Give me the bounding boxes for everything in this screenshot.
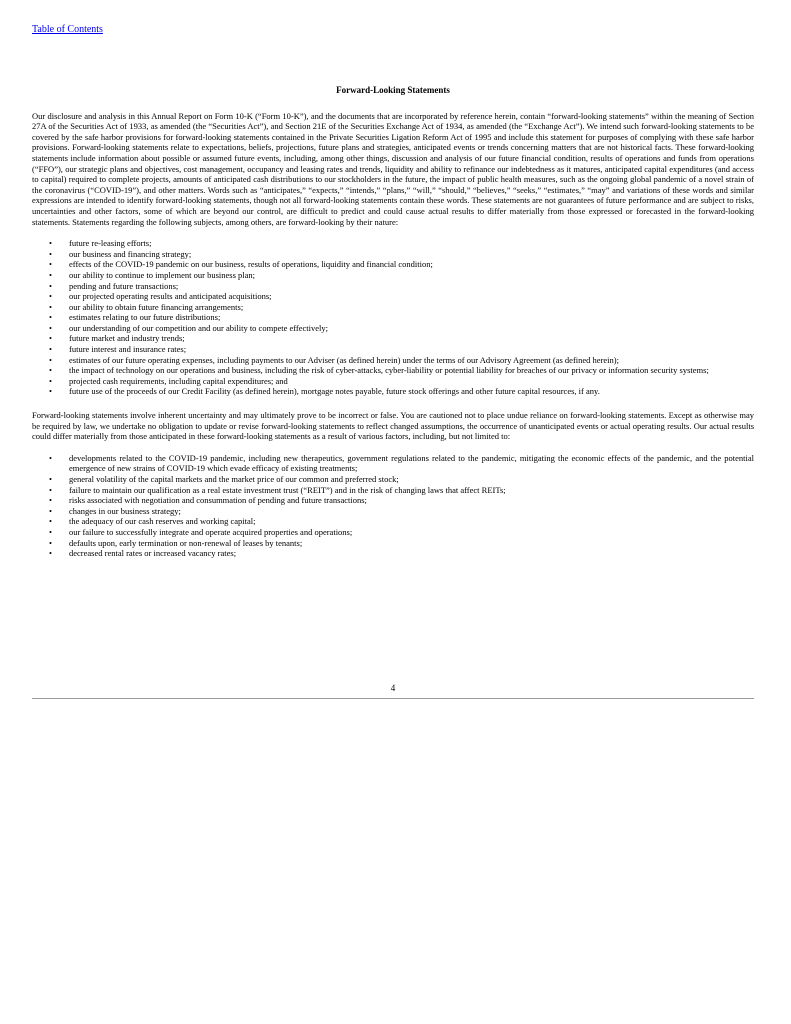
- list-item-text: risks associated with negotiation and consummation of pending and future transactions;: [69, 495, 367, 506]
- list-item: [32, 270, 754, 281]
- list-item-text: our projected operating results and anticipated acquisitions;: [69, 291, 272, 302]
- list-item: [32, 238, 754, 249]
- bullet-icon: •: [49, 269, 52, 280]
- page-number: 4: [390, 683, 396, 693]
- bullet-icon: •: [49, 312, 52, 323]
- list-item-text: defaults upon, early termination or non-renewal of leases by tenants;: [69, 537, 303, 548]
- list-item-text: estimates of our future operating expenses, including payments to our Adviser (as defined herein) under the terms of our Advisory Agreement (as defined herein);: [69, 354, 619, 365]
- list-item-text: our understanding of our competition and our ability to compete effectively;: [69, 322, 329, 333]
- list-item: [32, 506, 754, 517]
- bullet-icon: •: [49, 333, 52, 344]
- list-item: [32, 291, 754, 302]
- list-item: [32, 538, 754, 549]
- bullet-icon: •: [49, 259, 52, 270]
- bullet-icon: •: [49, 537, 52, 548]
- list-item-text: changes in our business strategy;: [69, 505, 181, 516]
- bullet-icon: •: [49, 354, 52, 365]
- bullet-icon: •: [49, 386, 52, 397]
- list-item: [32, 249, 754, 260]
- list-item: [32, 376, 754, 387]
- bullet-icon: •: [49, 248, 52, 259]
- bullet-icon: •: [49, 375, 52, 386]
- bullet-icon: •: [49, 238, 52, 249]
- list-item-text: future interest and insurance rates;: [69, 344, 187, 355]
- list-item-text: future re-leasing efforts;: [69, 238, 152, 249]
- list-item-text: our business and financing strategy;: [69, 248, 192, 259]
- list-item-text: effects of the COVID-19 pandemic on our business, results of operations, liquidity and financial condition;: [69, 259, 433, 270]
- list-item-text: our ability to obtain future financing arrangements;: [69, 301, 244, 312]
- list-item-text: our ability to continue to implement our business plan;: [69, 269, 256, 280]
- bullet-icon: •: [49, 452, 52, 463]
- bullet-icon: •: [49, 474, 52, 484]
- bullet-icon: •: [49, 484, 52, 495]
- list-item-text: developments related to the COVID-19 pandemic, including new therapeutics, government regulations related to the pandemic, mitigating the economic effects of the pandemic, and the potential emergence of new strains of COVID-19 which evade efficacy of existing treatments;: [69, 452, 754, 474]
- list-item: [32, 485, 754, 496]
- list-item-text: estimates relating to our future distributions;: [69, 312, 221, 323]
- list-item: [32, 548, 754, 559]
- list-item: [32, 386, 754, 397]
- list-item-text: the impact of technology on our operations and business, including the risk of cyber-attacks, cyber-liability or potential liability for breaches of our privacy or information security systems;: [69, 365, 709, 376]
- list-item: [32, 453, 754, 474]
- list-item: [32, 355, 754, 366]
- page-divider: [32, 698, 754, 699]
- list-item: [32, 344, 754, 355]
- list-item: [32, 516, 754, 527]
- list-item-text: decreased rental rates or increased vacancy rates;: [69, 548, 237, 559]
- forward-looking-subjects-list: [32, 238, 754, 397]
- list-item: [32, 281, 754, 292]
- list-item: [32, 365, 754, 376]
- list-item-text: failure to maintain our qualification as a real estate investment trust (“REIT”) and in the risk of changing laws that affect REITs;: [69, 484, 506, 495]
- list-item-text: future use of the proceeds of our Credit Facility (as defined herein), mortgage notes payable, future stock offerings and other future capital resources, if any.: [69, 386, 600, 397]
- bullet-icon: •: [49, 365, 52, 376]
- list-item-text: our failure to successfully integrate and operate acquired properties and operations;: [69, 526, 353, 537]
- bullet-icon: •: [49, 291, 52, 302]
- list-item: [32, 333, 754, 344]
- list-item: [32, 302, 754, 313]
- bullet-icon: •: [49, 505, 52, 516]
- list-item: [32, 495, 754, 506]
- risk-paragraph: Forward-looking statements involve inherent uncertainty and may ultimately prove to be incorrect or false. You are cautioned not to place undue reliance on forward-looking statements. Except as otherwise may be required by law, we undertake no obligation to update or revise forward-looking statements to reflect changed assumptions, the occurrence of unanticipated events or actual operating results. Our actual results could differ materially from those anticipated in these forward-looking statements as a result of various factors, including, but not limited to:: [32, 410, 754, 442]
- list-item-text: pending and future transactions;: [69, 280, 179, 291]
- table-of-contents-link[interactable]: Table of Contents: [32, 24, 103, 35]
- bullet-icon: •: [49, 516, 52, 527]
- bullet-icon: •: [49, 280, 52, 291]
- bullet-icon: •: [49, 548, 52, 559]
- list-item-text: future market and industry trends;: [69, 333, 185, 344]
- bullet-icon: •: [49, 301, 52, 312]
- list-item-text: general volatility of the capital markets and the market price of our common and preferred stock;: [69, 474, 399, 484]
- bullet-icon: •: [49, 495, 52, 506]
- risk-factors-list: [32, 453, 754, 559]
- section-heading: Forward-Looking Statements: [336, 85, 450, 95]
- intro-paragraph: Our disclosure and analysis in this Annual Report on Form 10-K (“Form 10-K”), and the documents that are incorporated by reference herein, contain “forward-looking statements” within the meaning of Section 27A of the Securities Act of 1933, as amended (the “Securities Act”), and Section 21E of the Securities Exchange Act of 1934, as amended (the “Exchange Act”). We intend such forward-looking statements to be covered by the safe harbor provisions for forward-looking statements contained in the Private Securities Ligation Reform Act of 1995 and include this statement for purposes of complying with these safe harbor provisions. Forward-looking statements relate to expectations, beliefs, projections, future plans and strategies, anticipated events or trends concerning matters that are not historical facts. These forward-looking statements include information about possible or assumed future events, including, among other things, discussion and analysis of our future financial condition, results of operations and funds from operations (“FFO”), our strategic plans and objectives, cost management, occupancy and leasing rates and trends, liquidity and ability to refinance our indebtedness as it matures, anticipated capital expenditures (and access to capital) required to complete projects, amounts of anticipated cash distributions to our stockholders in the future, the impact of public health measures, such as the ongoing global pandemic of a novel strain of the coronavirus (“COVID-19”), and other matters. Words such as “anticipates,” “expects,” “intends,” “plans,” “will,” “should,” “believes,” “seeks,” “estimates,” “may” and variations of these words and similar expressions are intended to identify forward-looking statements, though not all forward-looking statements contain these words. These statements are not guarantees of future performance and are subject to risks, uncertainties and other factors, some of which are beyond our control, are difficult to predict and could cause actual results to differ materially from those expressed or forecasted in the forward-looking statements. Statements regarding the following subjects, among others, are forward-looking by their nature:: [32, 110, 754, 227]
- bullet-icon: •: [49, 526, 52, 537]
- list-item-text: the adequacy of our cash reserves and working capital;: [69, 516, 256, 527]
- list-item-text: projected cash requirements, including capital expenditures; and: [69, 375, 288, 386]
- list-item: [32, 323, 754, 334]
- list-item: [32, 474, 754, 485]
- list-item: [32, 312, 754, 323]
- bullet-icon: •: [49, 344, 52, 355]
- list-item: [32, 259, 754, 270]
- list-item: [32, 527, 754, 538]
- bullet-icon: •: [49, 322, 52, 333]
- document-body: [32, 85, 754, 572]
